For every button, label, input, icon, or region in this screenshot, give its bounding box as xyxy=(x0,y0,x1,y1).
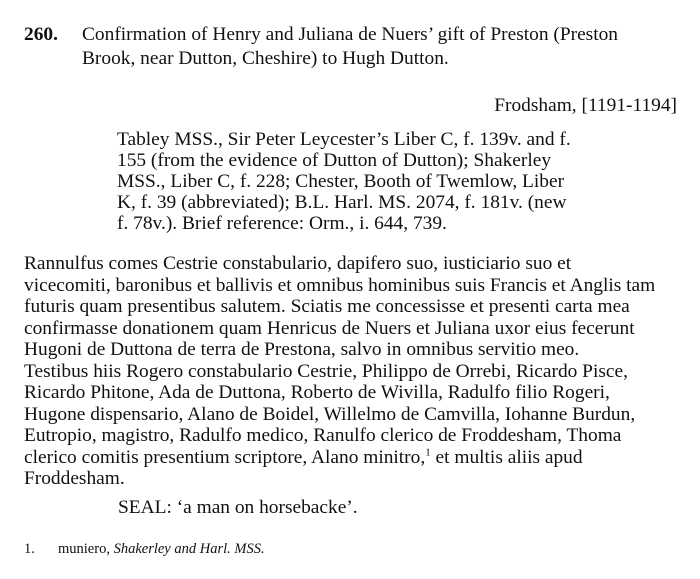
charter-text xyxy=(24,253,684,490)
footnote xyxy=(24,540,265,558)
charter-line: Rannulfus comes Cestrie constabulario, dapifero suo, iusticiario suo et xyxy=(24,253,572,274)
footnote-text: muniero, xyxy=(58,541,114,557)
charter-line: confirmasse donationem quam Henricus de Nuers et Juliana uxor eius fecerunt xyxy=(24,317,635,339)
entry-title-line: Brook, near Dutton, Cheshire) to Hugh Dutton. xyxy=(82,48,449,69)
source-line: f. 78v.). Brief reference: Orm., i. 644, 739. xyxy=(117,213,447,234)
entry-number: 260. xyxy=(24,24,58,45)
place-date: Frodsham, [1191-1194] xyxy=(494,95,677,116)
manuscript-sources xyxy=(117,129,683,234)
source-line: 155 (from the evidence of Dutton of Dutton); Shakerley xyxy=(117,150,552,171)
charter-line: Ricardo Phitone, Ada de Duttona, Roberto de Wivilla, Radulfo filio Rogeri, xyxy=(24,382,610,403)
footnote-reference: 1 xyxy=(425,446,431,459)
charter-line-segment: et multis aliis apud xyxy=(430,446,583,468)
charter-line: vicecomiti, baronibus et ballivis et omnibus hominibus suis Francis et Anglis tam xyxy=(24,274,656,296)
footnote-number: 1. xyxy=(24,541,35,557)
charter-line: Testibus hiis Rogero constabulario Cestrie, Philippo de Orrebi, Ricardo Pisce, xyxy=(24,360,628,382)
footnote-source: Shakerley and Harl. MSS. xyxy=(113,541,265,557)
charter-line: Hugone dispensario, Alano de Boidel, Willelmo de Camvilla, Iohanne Burdun, xyxy=(24,403,636,425)
charter-line-segment: clerico comitis presentium scriptore, Alano minitro, xyxy=(24,446,426,468)
charter-line: Froddesham. xyxy=(24,468,125,489)
source-line: Tabley MSS., Sir Peter Leycester’s Liber C, f. 139v. and f. xyxy=(117,129,571,150)
source-line: MSS., Liber C, f. 228; Chester, Booth of Twemlow, Liber xyxy=(117,171,565,192)
charter-line: futuris quam presentibus salutem. Sciatis me concessisse et presenti carta mea xyxy=(24,296,630,317)
source-line: K, f. 39 (abbreviated); B.L. Harl. MS. 2074, f. 181v. (new xyxy=(117,192,567,213)
entry-title xyxy=(82,23,682,71)
charter-line: Hugoni de Duttona de terra de Prestona, salvo in omnibus servitio meo. xyxy=(24,339,580,360)
entry-title-line: Confirmation of Henry and Juliana de Nuers’ gift of Preston (Preston xyxy=(82,24,618,45)
charter-line-with-footnote xyxy=(24,447,684,469)
charter-line: Eutropio, magistro, Radulfo medico, Ranulfo clerico de Froddesham, Thoma xyxy=(24,425,622,446)
seal-description: SEAL: ‘a man on horsebacke’. xyxy=(118,497,358,518)
